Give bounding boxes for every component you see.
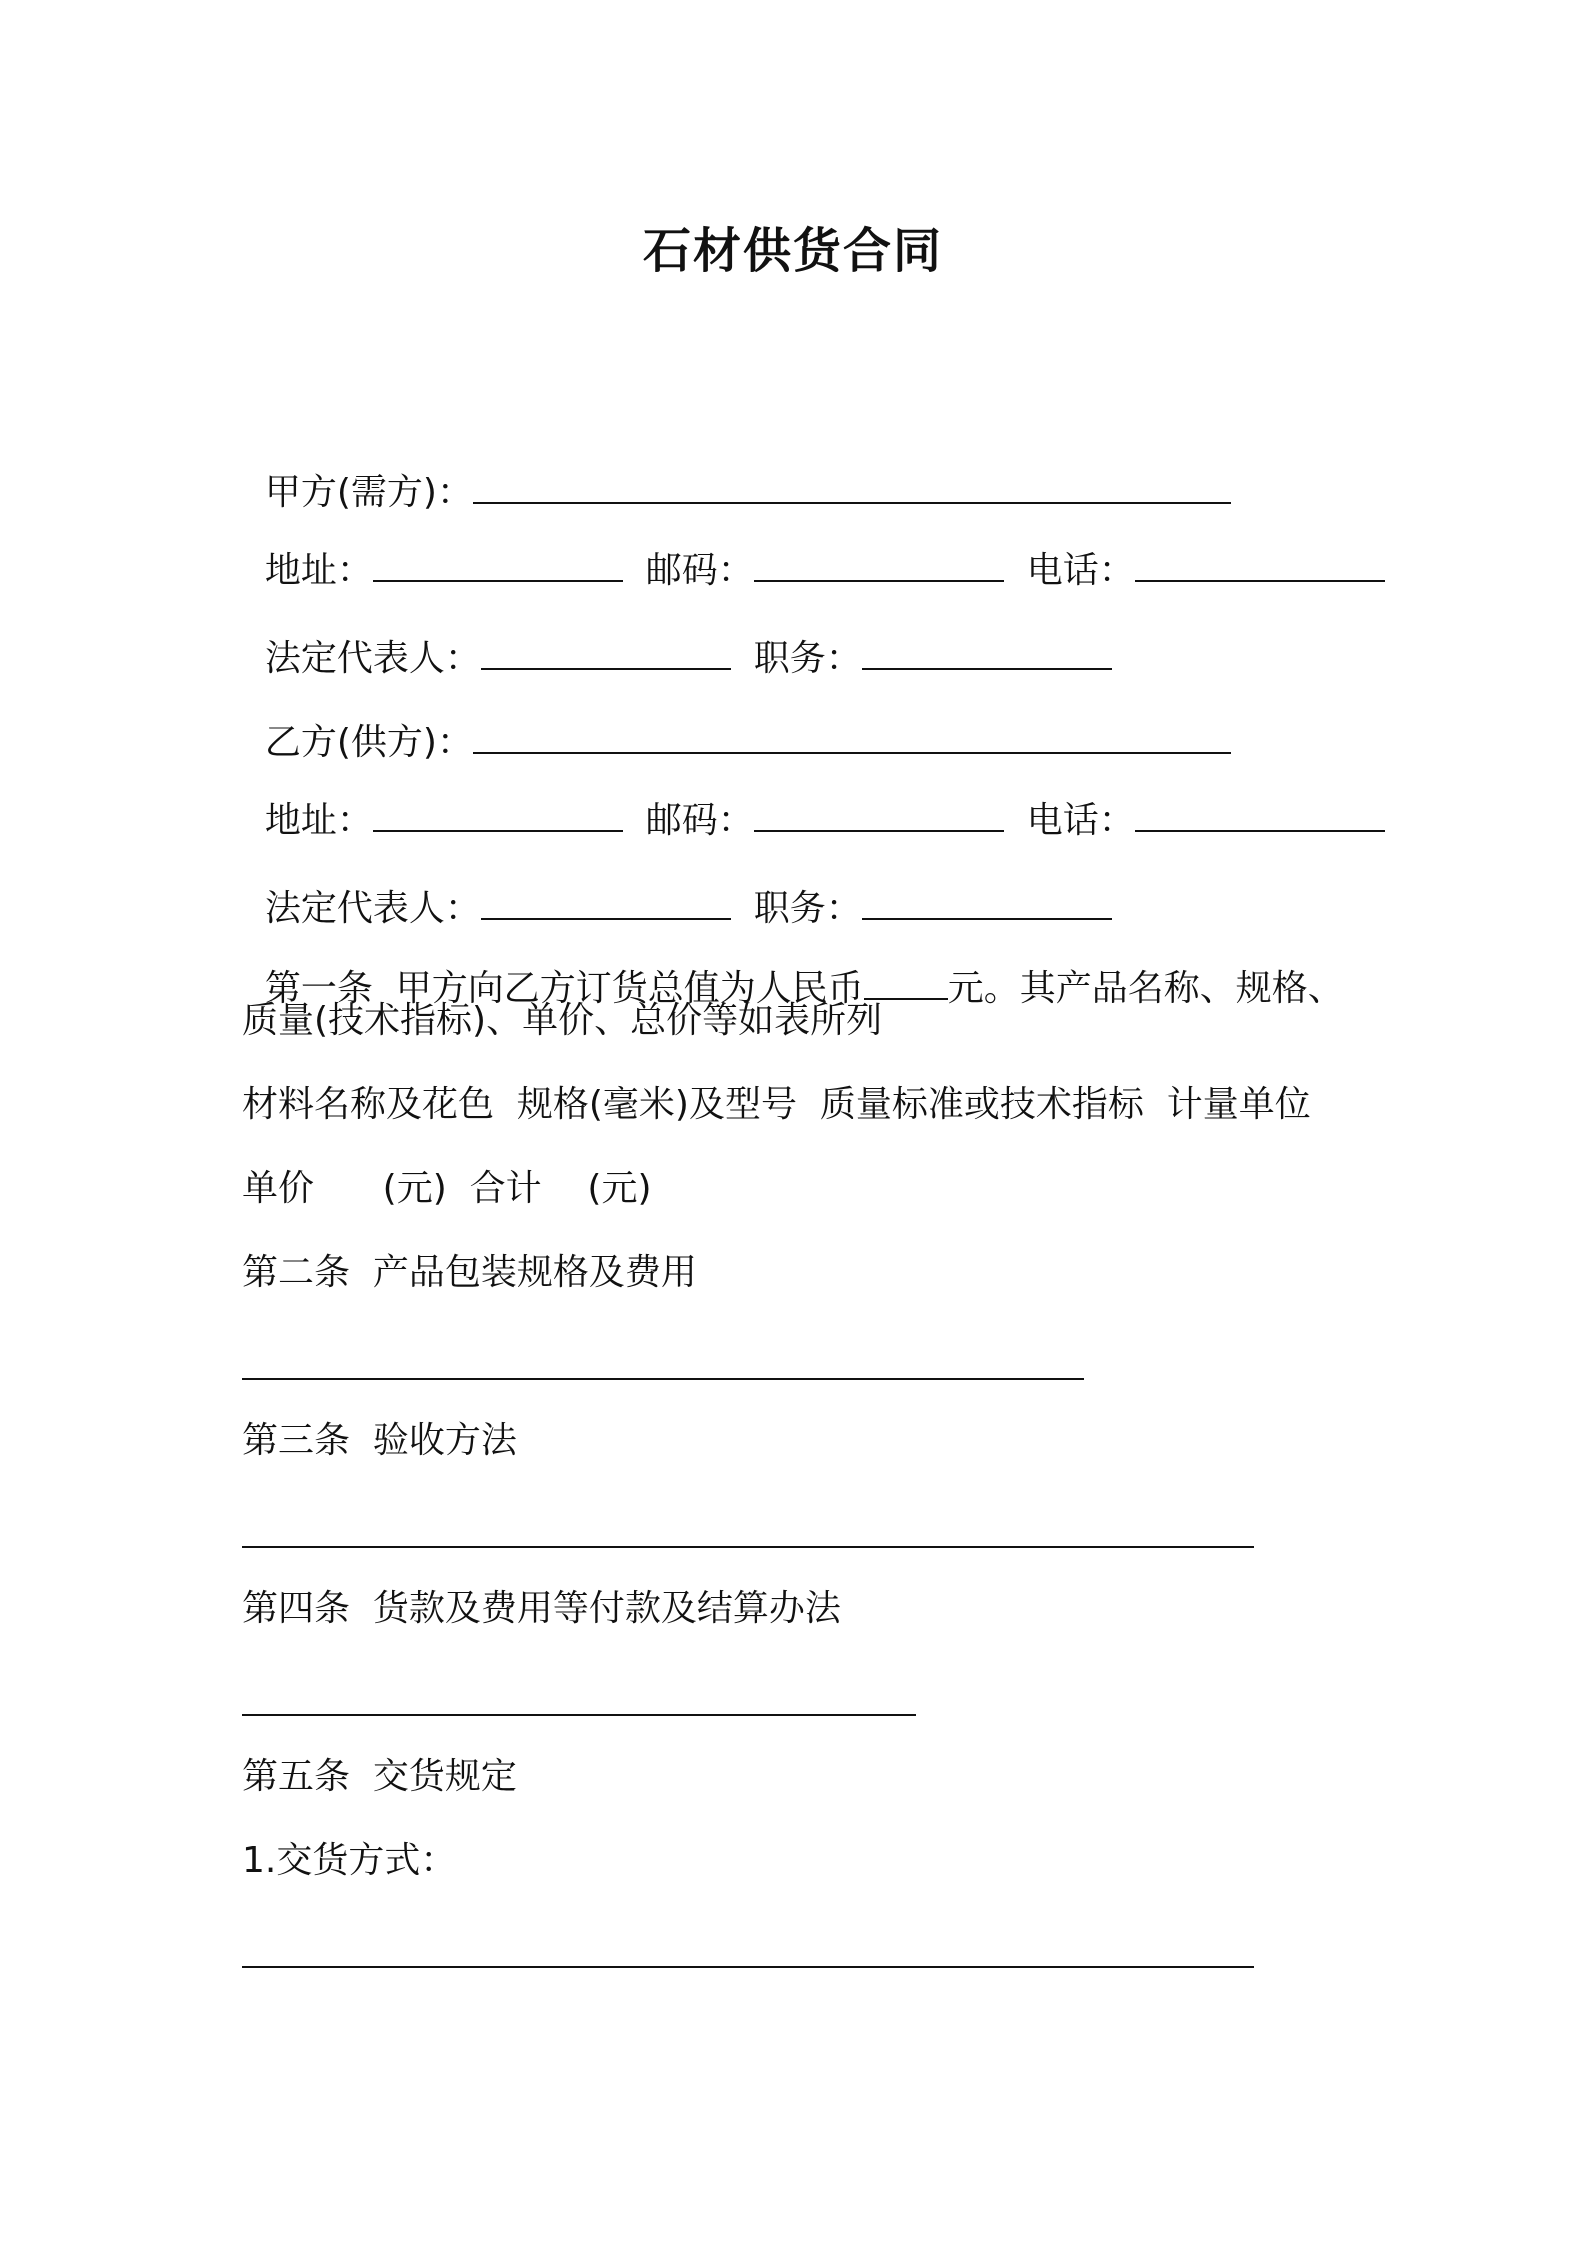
party-b-legal-rep-label: 法定代表人：: [264, 888, 481, 929]
party-a-position-label: 职务：: [753, 638, 862, 679]
party-a-address-label: 地址：: [264, 550, 373, 591]
delivery-method-blank[interactable]: [242, 1966, 1254, 1968]
party-b-position-label: 职务：: [753, 888, 862, 929]
article-2-blank[interactable]: [242, 1378, 1084, 1380]
party-b-phone-label: 电话：: [1026, 800, 1135, 841]
article-1-text-suffix: 元。其产品名称、规格、: [947, 968, 1344, 1009]
party-a-contact-row: [242, 496, 1385, 596]
party-b-postcode-blank[interactable]: [754, 800, 1004, 832]
article-1-line-2: 质量(技术指标)、单价、总价等如表所列: [242, 1000, 883, 1041]
party-b-address-blank[interactable]: [373, 800, 623, 832]
party-a-phone-blank[interactable]: [1135, 550, 1385, 582]
party-a-phone-label: 电话：: [1026, 550, 1135, 591]
article-3-heading: 第三条 验收方法: [242, 1420, 517, 1461]
article-2-heading: 第二条 产品包装规格及费用: [242, 1252, 697, 1293]
article-1-text-prefix: 第一条 甲方向乙方订货总值为人民币: [264, 968, 864, 1009]
table-header-line-1: 材料名称及花色 规格(毫米)及型号 质量标准或技术指标 计量单位: [242, 1084, 1311, 1125]
party-b-postcode-label: 邮码：: [645, 800, 754, 841]
party-a-heading: 甲方(需方)：: [264, 472, 473, 513]
article-5-heading: 第五条 交货规定: [242, 1756, 517, 1797]
table-header-line-2: 单价 (元) 合计 (元): [242, 1168, 652, 1209]
party-a-legal-rep-blank[interactable]: [481, 638, 731, 670]
party-a-position-blank[interactable]: [862, 638, 1112, 670]
document-title: 石材供货合同: [642, 223, 943, 279]
party-a-postcode-blank[interactable]: [754, 550, 1004, 582]
article-4-heading: 第四条 货款及费用等付款及结算办法: [242, 1588, 841, 1629]
party-a-postcode-label: 邮码：: [645, 550, 754, 591]
party-a-address-blank[interactable]: [373, 550, 623, 582]
party-a-legal-rep-label: 法定代表人：: [264, 638, 481, 679]
article-3-blank[interactable]: [242, 1546, 1254, 1548]
party-b-phone-blank[interactable]: [1135, 800, 1385, 832]
party-b-heading: 乙方(供方)：: [264, 722, 473, 763]
article-4-blank[interactable]: [242, 1714, 916, 1716]
party-b-contact-row: [242, 746, 1385, 846]
party-b-address-label: 地址：: [264, 800, 373, 841]
article-5-item-1: 1.交货方式：: [242, 1840, 457, 1881]
